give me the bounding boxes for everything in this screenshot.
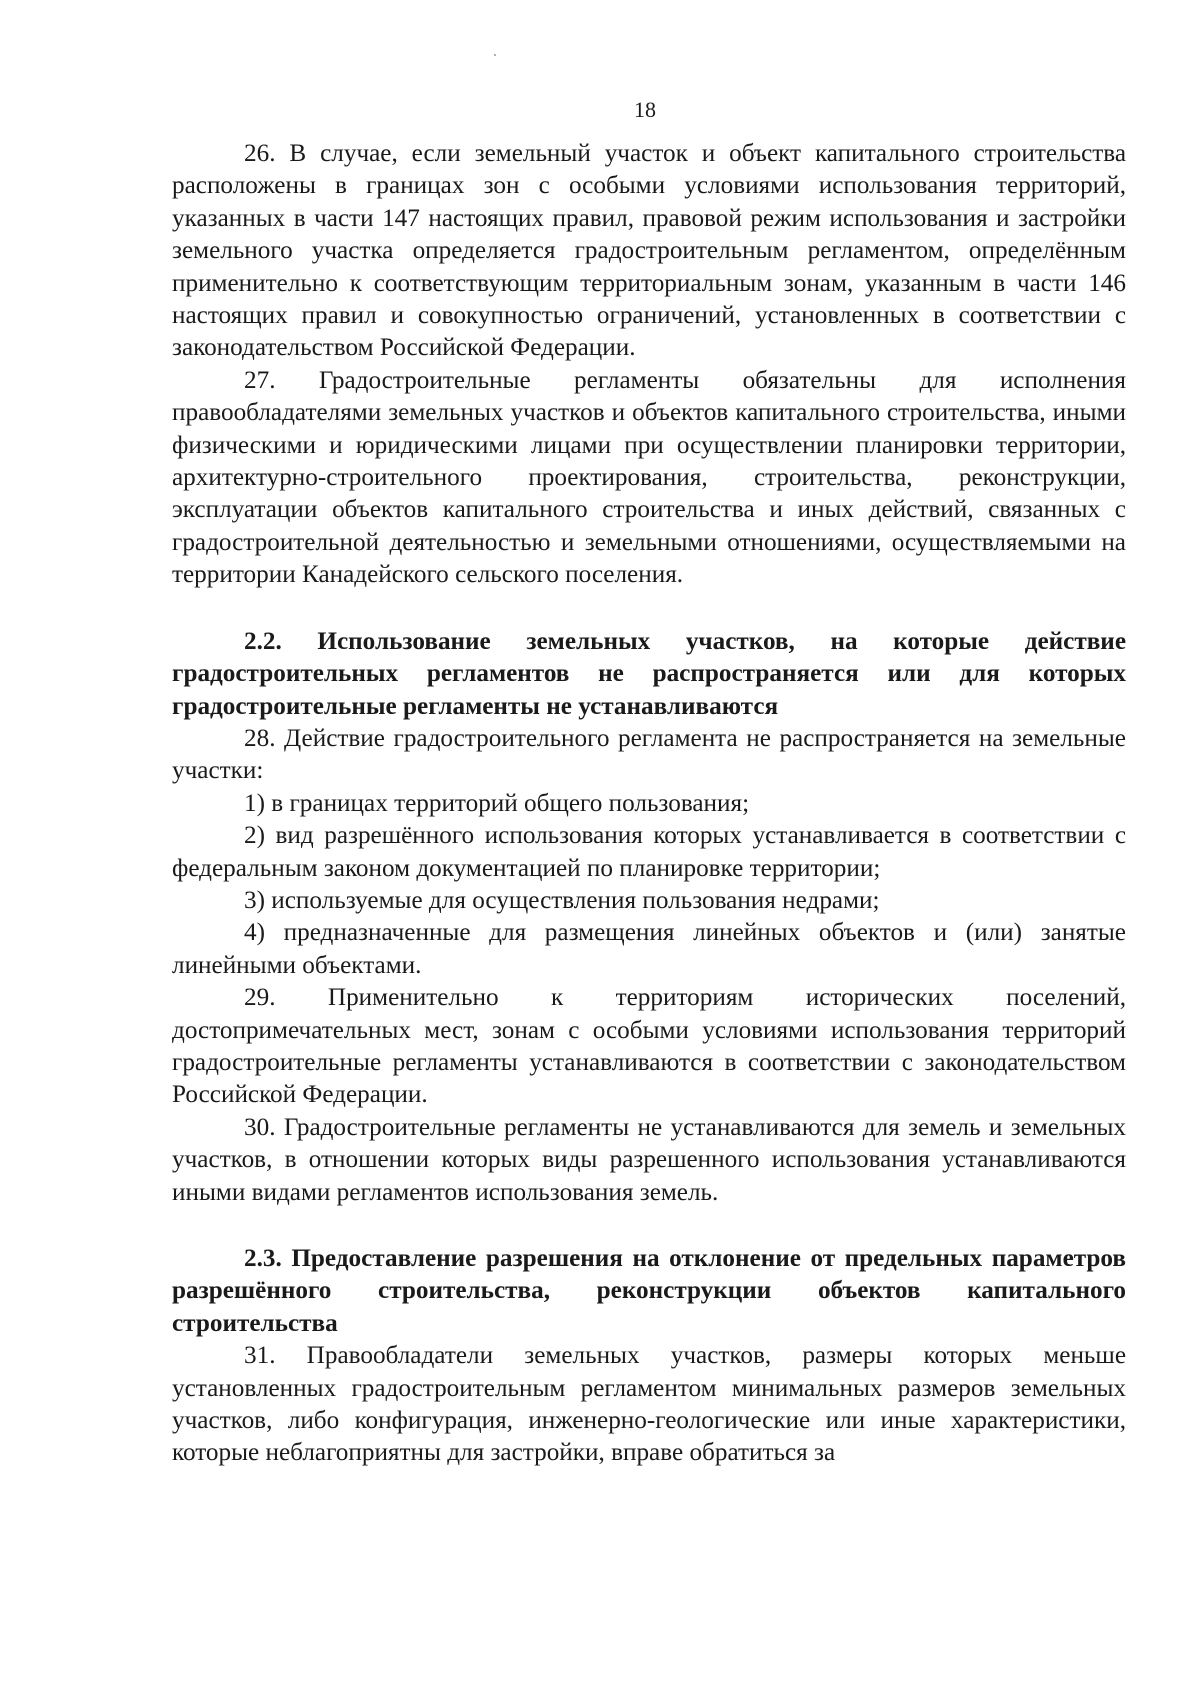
document-body <box>172 138 1126 1470</box>
paragraph-26: 26. В случае, если земельный участок и объект капитального строительства расположены в границах зон с особыми условиями использования территорий, указанных в части 147 настоящих правил, правовой режим использования и застройки земельного участка определяется градостроительным регламентом, определённым применительно к соответствующим территориальным зонам, указанным в части 146 настоящих правил и совокупностью ограничений, установленных в соответствии с законодательством Российской Федерации. <box>172 140 1126 362</box>
paragraph-28: 28. Действие градостроительного регламента не распространяется на земельные участки: <box>172 724 1126 785</box>
list-item-4: 4) предназначенные для размещения линейных объектов и (или) занятые линейными объектами. <box>172 919 1126 979</box>
list-item-3: 3) используемые для осуществления пользования недрами; <box>244 886 880 914</box>
list-item-1: 1) в границах территорий общего пользования; <box>244 789 750 817</box>
paragraph-27: 27. Градостроительные регламенты обязательны для исполнения правообладателями земельных участков и объектов капитального строительства, иными физическими и юридическими лицами при осуществлении планировки территории, архитектурно-строительного проектирования, строительства, реконструкции, эксплуатации объектов капитального строительства и иных действий, связанных с градостроительной деятельностью и земельными отношениями, осуществляемыми на территории Канадейского сельского поселения. <box>172 366 1126 589</box>
page-number: 18 <box>634 97 656 122</box>
section-heading-2-2: 2.2. Использование земельных участков, на которые действие градостроительных регламентов не распространяется или для которых градостроительные регламенты не устанавливаются <box>172 627 1126 720</box>
paragraph-29: 29. Применительно к территориям исторических поселений, достопримечательных мест, зонам с особыми условиями использования территорий градостроительные регламенты устанавливаются в соответствии с законодательством Российской Федерации. <box>172 984 1126 1109</box>
scan-speck <box>494 54 496 56</box>
section-spacer <box>172 592 1126 626</box>
paragraph-30: 30. Градостроительные регламенты не устанавливаются для земель и земельных участков, в отношении которых виды разрешенного использования устанавливаются иными видами регламентов использования земель. <box>172 1113 1126 1206</box>
section-spacer <box>172 1209 1126 1243</box>
paragraph-31: 31. Правообладатели земельных участков, размеры которых меньше установленных градостроительным регламентом минимальных размеров земельных участков, либо конфигурация, инженерно-геологические или иные характеристики, которые неблагоприятны для застройки, вправе обратиться за <box>172 1342 1126 1467</box>
list-item-2: 2) вид разрешённого использования которых устанавливается в соответствии с федеральным законом документацией по планировке территории; <box>172 822 1126 882</box>
section-heading-2-3: 2.3. Предоставление разрешения на отклонение от предельных параметров разрешённого строительства, реконструкции объектов капитального строительства <box>172 1245 1126 1337</box>
